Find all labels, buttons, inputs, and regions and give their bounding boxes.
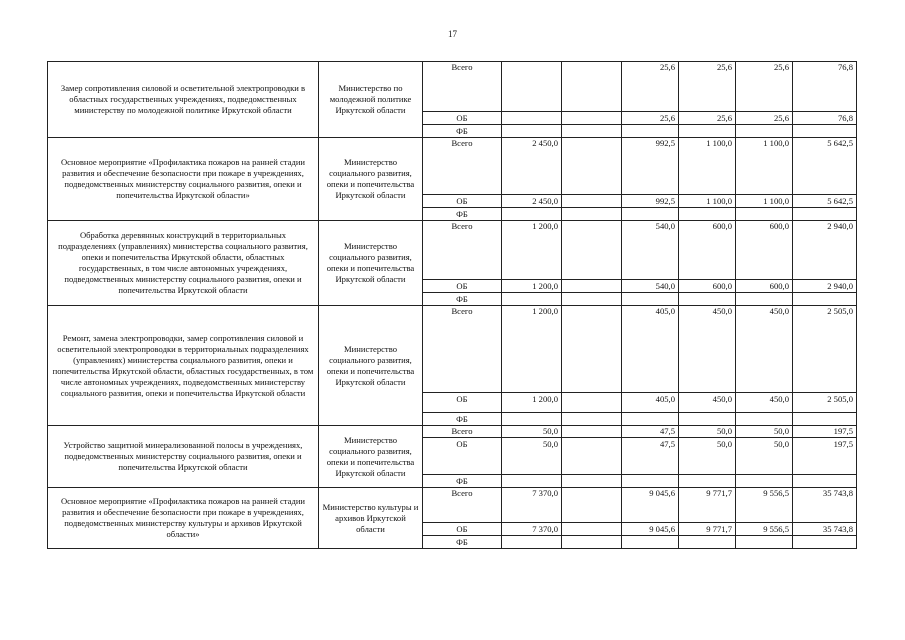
amount-cell	[679, 208, 736, 221]
amount-cell: 405,0	[622, 306, 679, 393]
amount-cell	[562, 221, 622, 280]
total-amount-cell	[793, 536, 857, 549]
funding-source: ФБ	[423, 208, 502, 221]
responsible-organization: Министерство культуры и архивов Иркутской области	[319, 488, 423, 549]
amount-cell	[736, 413, 793, 426]
funding-source: Всего	[423, 306, 502, 393]
amount-cell	[502, 62, 562, 112]
amount-cell: 25,6	[736, 62, 793, 112]
total-amount-cell	[793, 208, 857, 221]
amount-cell	[679, 125, 736, 138]
funding-source: ФБ	[423, 293, 502, 306]
amount-cell: 1 200,0	[502, 393, 562, 413]
amount-cell	[562, 208, 622, 221]
amount-cell: 7 370,0	[502, 488, 562, 523]
amount-cell: 25,6	[736, 112, 793, 125]
amount-cell	[502, 208, 562, 221]
amount-cell: 50,0	[502, 438, 562, 475]
amount-cell: 600,0	[679, 280, 736, 293]
funding-source: Всего	[423, 138, 502, 195]
funding-source: ОБ	[423, 393, 502, 413]
amount-cell: 1 100,0	[679, 195, 736, 208]
amount-cell: 1 100,0	[736, 195, 793, 208]
amount-cell	[562, 426, 622, 438]
amount-cell	[502, 125, 562, 138]
amount-cell	[736, 293, 793, 306]
amount-cell: 9 556,5	[736, 523, 793, 536]
total-amount-cell: 2 940,0	[793, 221, 857, 280]
amount-cell	[562, 138, 622, 195]
responsible-organization: Министерство социального развития, опеки и попечительства Иркутской области	[319, 221, 423, 306]
funding-source: ФБ	[423, 125, 502, 138]
amount-cell: 600,0	[736, 280, 793, 293]
amount-cell	[622, 208, 679, 221]
amount-cell	[622, 293, 679, 306]
amount-cell: 9 556,5	[736, 488, 793, 523]
amount-cell: 9 771,7	[679, 523, 736, 536]
funding-source: ОБ	[423, 112, 502, 125]
total-amount-cell: 35 743,8	[793, 488, 857, 523]
amount-cell	[562, 112, 622, 125]
total-amount-cell: 5 642,5	[793, 138, 857, 195]
amount-cell	[622, 536, 679, 549]
measure-description: Устройство защитной минерализованной полосы в учреждениях, подведомственных министерству социального развития, опеки и попечительства Иркутской области	[48, 426, 319, 488]
amount-cell	[679, 475, 736, 488]
amount-cell: 540,0	[622, 280, 679, 293]
funding-source: ОБ	[423, 195, 502, 208]
amount-cell: 2 450,0	[502, 195, 562, 208]
amount-cell: 25,6	[679, 62, 736, 112]
amount-cell	[622, 475, 679, 488]
total-amount-cell: 2 940,0	[793, 280, 857, 293]
page-number: 17	[448, 29, 457, 39]
amount-cell: 25,6	[622, 62, 679, 112]
amount-cell	[562, 195, 622, 208]
budget-table	[47, 61, 857, 549]
total-amount-cell: 2 505,0	[793, 306, 857, 393]
amount-cell: 600,0	[736, 221, 793, 280]
measure-description: Замер сопротивления силовой и осветительной электропроводки в областных государственных учреждениях, подведомственных министерству по молодежной политике Иркутской области	[48, 62, 319, 138]
total-amount-cell	[793, 125, 857, 138]
amount-cell	[562, 125, 622, 138]
amount-cell	[562, 488, 622, 523]
measure-description: Основное мероприятие «Профилактика пожаров на ранней стадии развития и обеспечение безопасности при пожаре в учреждениях, подведомственных министерству социального развития, опеки и попечительства Иркутской области»	[48, 138, 319, 221]
table-row	[48, 306, 857, 393]
amount-cell: 47,5	[622, 426, 679, 438]
amount-cell	[502, 413, 562, 426]
amount-cell	[562, 438, 622, 475]
funding-source: ОБ	[423, 438, 502, 475]
amount-cell: 9 045,6	[622, 523, 679, 536]
funding-source: Всего	[423, 221, 502, 280]
amount-cell: 1 200,0	[502, 306, 562, 393]
responsible-organization: Министерство социального развития, опеки и попечительства Иркутской области	[319, 306, 423, 426]
amount-cell: 1 200,0	[502, 221, 562, 280]
amount-cell: 9 771,7	[679, 488, 736, 523]
funding-source: ФБ	[423, 536, 502, 549]
amount-cell	[502, 293, 562, 306]
amount-cell: 50,0	[679, 438, 736, 475]
measure-description: Ремонт, замена электропроводки, замер сопротивления силовой и осветительной электропроводки в территориальных подразделениях (управлениях) министерства социального развития, опеки и попечительства Иркутской области, областных государственных, в том числе автономных учреждениях, подведомственных министерству социального развития, опеки и попечительства Иркутской области	[48, 306, 319, 426]
total-amount-cell: 76,8	[793, 62, 857, 112]
amount-cell: 600,0	[679, 221, 736, 280]
amount-cell: 2 450,0	[502, 138, 562, 195]
funding-source: Всего	[423, 62, 502, 112]
amount-cell: 50,0	[679, 426, 736, 438]
amount-cell	[502, 112, 562, 125]
amount-cell: 405,0	[622, 393, 679, 413]
table-row	[48, 426, 857, 438]
total-amount-cell	[793, 293, 857, 306]
amount-cell	[736, 208, 793, 221]
amount-cell: 1 100,0	[736, 138, 793, 195]
amount-cell: 47,5	[622, 438, 679, 475]
amount-cell	[562, 523, 622, 536]
total-amount-cell: 197,5	[793, 426, 857, 438]
measure-description: Обработка деревянных конструкций в территориальных подразделениях (управлениях) министерства социального развития, опеки и попечительства Иркутской области, областных государственных, в том числе автономных учреждениях, подведомственных министерству социального развития, опеки и попечительства Иркутской области	[48, 221, 319, 306]
table-row	[48, 138, 857, 195]
measure-description: Основное мероприятие «Профилактика пожаров на ранней стадии развития и обеспечение безопасности при пожаре в учреждениях, подведомственных министерству культуры и архивов Иркутской области»	[48, 488, 319, 549]
amount-cell	[679, 293, 736, 306]
amount-cell: 450,0	[736, 306, 793, 393]
amount-cell	[736, 536, 793, 549]
amount-cell: 992,5	[622, 138, 679, 195]
amount-cell	[679, 536, 736, 549]
total-amount-cell: 76,8	[793, 112, 857, 125]
amount-cell: 540,0	[622, 221, 679, 280]
funding-source: Всего	[423, 488, 502, 523]
amount-cell	[562, 62, 622, 112]
total-amount-cell	[793, 475, 857, 488]
amount-cell	[562, 475, 622, 488]
total-amount-cell: 2 505,0	[793, 393, 857, 413]
amount-cell	[562, 393, 622, 413]
amount-cell: 9 045,6	[622, 488, 679, 523]
amount-cell	[736, 125, 793, 138]
total-amount-cell	[793, 413, 857, 426]
funding-source: Всего	[423, 426, 502, 438]
amount-cell	[562, 413, 622, 426]
amount-cell: 50,0	[736, 438, 793, 475]
total-amount-cell: 35 743,8	[793, 523, 857, 536]
amount-cell	[679, 413, 736, 426]
amount-cell: 7 370,0	[502, 523, 562, 536]
amount-cell: 50,0	[736, 426, 793, 438]
amount-cell	[562, 293, 622, 306]
amount-cell	[622, 413, 679, 426]
amount-cell: 25,6	[679, 112, 736, 125]
table-row	[48, 221, 857, 280]
amount-cell	[622, 125, 679, 138]
amount-cell	[562, 306, 622, 393]
table-row	[48, 62, 857, 112]
amount-cell: 450,0	[679, 306, 736, 393]
amount-cell: 1 100,0	[679, 138, 736, 195]
funding-source: ФБ	[423, 475, 502, 488]
responsible-organization: Министерство социального развития, опеки и попечительства Иркутской области	[319, 138, 423, 221]
responsible-organization: Министерство по молодежной политике Иркутской области	[319, 62, 423, 138]
amount-cell	[736, 475, 793, 488]
responsible-organization: Министерство социального развития, опеки и попечительства Иркутской области	[319, 426, 423, 488]
amount-cell	[562, 536, 622, 549]
funding-source: ФБ	[423, 413, 502, 426]
amount-cell: 450,0	[679, 393, 736, 413]
amount-cell: 1 200,0	[502, 280, 562, 293]
amount-cell: 992,5	[622, 195, 679, 208]
amount-cell: 450,0	[736, 393, 793, 413]
amount-cell	[562, 280, 622, 293]
amount-cell	[502, 536, 562, 549]
amount-cell: 25,6	[622, 112, 679, 125]
total-amount-cell: 197,5	[793, 438, 857, 475]
funding-source: ОБ	[423, 280, 502, 293]
table-row	[48, 488, 857, 523]
funding-source: ОБ	[423, 523, 502, 536]
total-amount-cell: 5 642,5	[793, 195, 857, 208]
amount-cell: 50,0	[502, 426, 562, 438]
amount-cell	[502, 475, 562, 488]
